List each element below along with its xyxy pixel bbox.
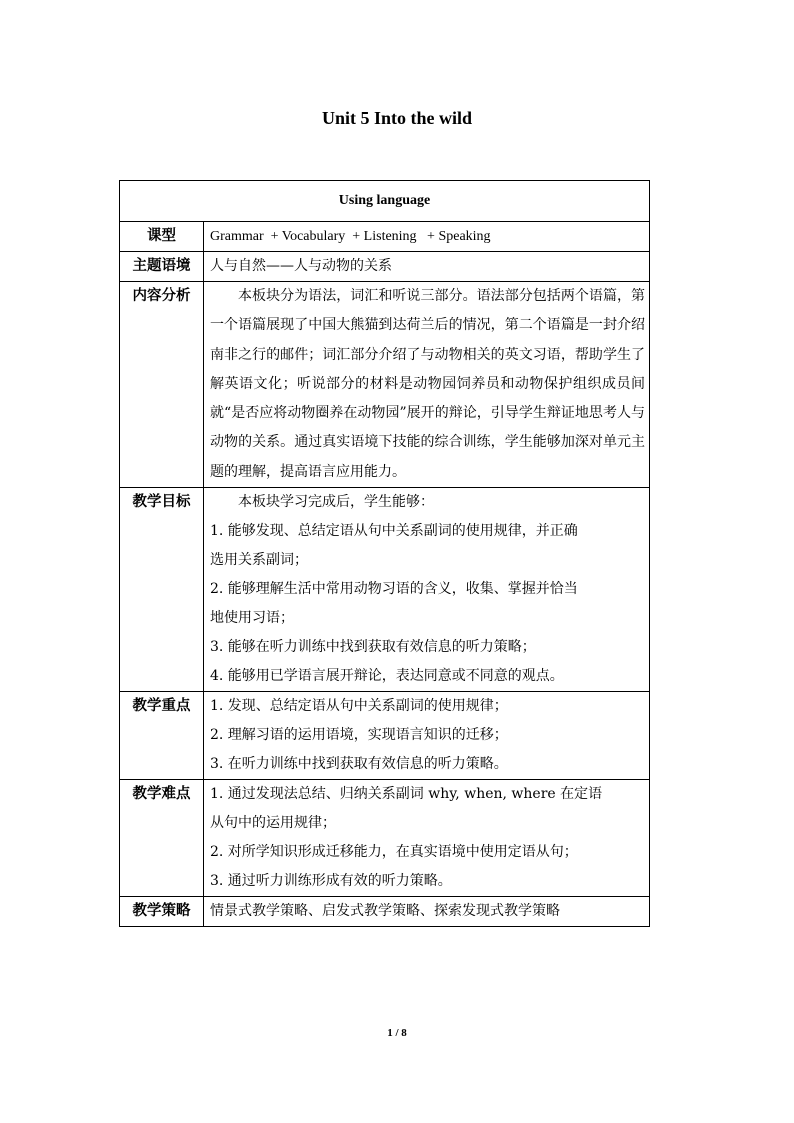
objective-line: 1. 能够发现、总结定语从句中关系副词的使用规律，并正确 (210, 523, 578, 540)
course-type-text: Grammar + Vocabulary + Listening + Speaking (210, 229, 491, 244)
row-difficulties (120, 780, 650, 897)
row-theme (120, 252, 650, 282)
key-point-line: 2. 理解习语的运用语境，实现语言知识的迁移； (210, 727, 508, 744)
content-theme: 人与自然——人与动物的关系 (204, 252, 650, 282)
content-objectives (204, 488, 650, 692)
difficulty-line: 3. 通过听力训练形成有效的听力策略。 (210, 873, 452, 890)
content-course-type (204, 222, 650, 252)
row-key-points (120, 692, 650, 780)
difficulty-line: 从句中的运用规律； (210, 815, 336, 832)
row-analysis (120, 282, 650, 488)
objective-line: 选用关系副词； (210, 552, 308, 569)
page-number: 1 / 8 (387, 1027, 407, 1039)
objective-line: 3. 能够在听力训练中找到获取有效信息的听力策略； (210, 639, 536, 656)
lesson-plan-table (119, 180, 650, 927)
label-key-points: 教学重点 (120, 692, 204, 780)
label-difficulties: 教学难点 (120, 780, 204, 897)
objectives-intro: 本板块学习完成后，学生能够： (238, 494, 434, 511)
section-title: Using language (120, 181, 650, 222)
key-point-line: 3. 在听力训练中找到获取有效信息的听力策略。 (210, 756, 508, 773)
difficulty-line: 2. 对所学知识形成迁移能力，在真实语境中使用定语从句； (210, 844, 578, 861)
content-analysis (204, 282, 650, 488)
objective-line: 地使用习语； (210, 610, 294, 627)
content-strategy: 情景式教学策略、启发式教学策略、探索发现式教学策略 (204, 897, 650, 927)
page-title: Unit 5 Into the wild (321, 108, 473, 128)
label-course-type: 课型 (120, 222, 204, 252)
label-theme: 主题语境 (120, 252, 204, 282)
content-key-points (204, 692, 650, 780)
row-objectives (120, 488, 650, 692)
objective-line: 4. 能够用已学语言展开辩论，表达同意或不同意的观点。 (210, 668, 564, 685)
difficulty-line: 1. 通过发现法总结、归纳关系副词 why, when, where 在定语 (210, 786, 603, 803)
analysis-paragraph: 本板块分为语法，词汇和听说三部分。语法部分包括两个语篇，第一个语篇展现了中国大熊猫到达荷兰后的情况，第二个语篇是一封介绍南非之行的邮件；词汇部分介绍了与动物相关的英文习语，帮助学生了解英语文化；听说部分的材料是动物园饲养员和动物保护组织成员间就“是否应将动物圈养在动物园”展开的辩论，引导学生辩证地思考人与动物的关系。通过真实语境下技能的综合训练，学生能够加深对单元主题的理解，提高语言应用能力。 (210, 288, 646, 480)
section-row (120, 181, 650, 222)
row-strategy (120, 897, 650, 927)
objective-line: 2. 能够理解生活中常用动物习语的含义，收集、掌握并恰当 (210, 581, 578, 598)
key-point-line: 1. 发现、总结定语从句中关系副词的使用规律； (210, 698, 508, 715)
label-strategy: 教学策略 (120, 897, 204, 927)
row-course-type (120, 222, 650, 252)
label-analysis: 内容分析 (120, 282, 204, 488)
label-objectives: 教学目标 (120, 488, 204, 692)
content-difficulties (204, 780, 650, 897)
